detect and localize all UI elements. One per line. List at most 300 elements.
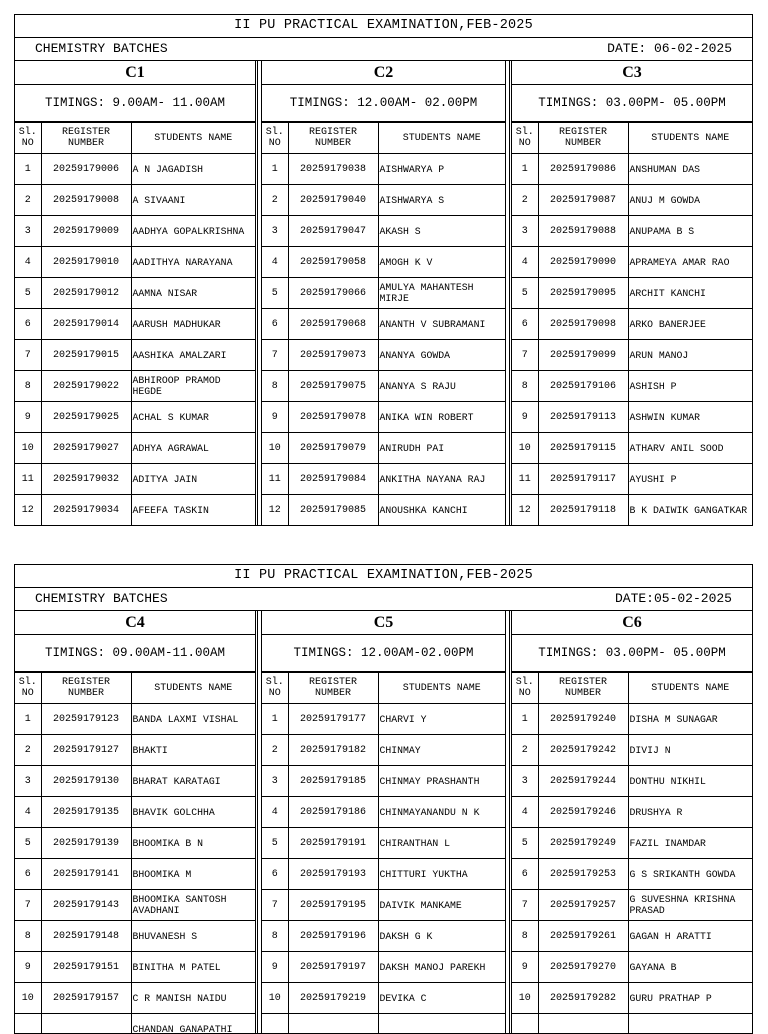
student-name: A SIVAANI: [131, 185, 255, 216]
batch-timings: TIMINGS: 12.00AM- 02.00PM: [262, 85, 505, 122]
date-label: DATE:05-02-2025: [615, 588, 732, 610]
table-row: [15, 278, 255, 309]
register-number: 20259179177: [288, 704, 378, 735]
student-name: CHINMAY PRASHANTH: [378, 766, 505, 797]
table-row: [512, 216, 752, 247]
register-number: 20259179282: [538, 983, 628, 1014]
students-name-header: STUDENTS NAME: [628, 123, 752, 154]
table-row: [512, 983, 752, 1014]
table-row: [15, 247, 255, 278]
register-number: 20259179015: [41, 340, 131, 371]
serial-number: 4: [15, 247, 41, 278]
student-name: AMULYA MAHANTESH MIRJE: [378, 278, 505, 309]
batch-timings: TIMINGS: 03.00PM- 05.00PM: [512, 635, 752, 672]
table-row: [15, 890, 255, 921]
student-name: DAIVIK MANKAME: [378, 890, 505, 921]
table-row: [15, 735, 255, 766]
table-row: [15, 309, 255, 340]
student-name: ANANYA GOWDA: [378, 340, 505, 371]
register-number: 20259179117: [538, 464, 628, 495]
student-name: ARKO BANERJEE: [628, 309, 752, 340]
table-row: [262, 216, 505, 247]
subject-label: CHEMISTRY BATCHES: [35, 38, 168, 60]
student-name: ARUN MANOJ: [628, 340, 752, 371]
student-name: ANIRUDH PAI: [378, 433, 505, 464]
batch-column-c6: [511, 611, 752, 1034]
table-row: [512, 340, 752, 371]
serial-number: 8: [15, 371, 41, 402]
table-row: [15, 433, 255, 464]
serial-number: 2: [15, 185, 41, 216]
register-number: 20259179073: [288, 340, 378, 371]
table-row: [512, 495, 752, 526]
batch-column-c4: [15, 611, 256, 1034]
serial-number: 11: [512, 464, 538, 495]
serial-number: 5: [512, 278, 538, 309]
sl-header: Sl. NO: [512, 123, 538, 154]
serial-number: 4: [15, 797, 41, 828]
serial-number: 7: [262, 890, 288, 921]
sheet-subheader: [15, 38, 752, 61]
batch-name: C2: [262, 61, 505, 85]
student-name: ANANYA S RAJU: [378, 371, 505, 402]
student-name: AADHYA GOPALKRISHNA: [131, 216, 255, 247]
subject-label: CHEMISTRY BATCHES: [35, 588, 168, 610]
batch-columns: [15, 61, 752, 525]
serial-number: 7: [15, 890, 41, 921]
register-number: 20259179157: [41, 983, 131, 1014]
register-number-header: REGISTER NUMBER: [538, 123, 628, 154]
student-name: GAYANA B: [628, 952, 752, 983]
serial-number: 8: [262, 371, 288, 402]
serial-number: 10: [262, 433, 288, 464]
sheet-title: II PU PRACTICAL EXAMINATION,FEB-2025: [15, 15, 752, 38]
student-name: CHINMAYANANDU N K: [378, 797, 505, 828]
register-number-header: REGISTER NUMBER: [288, 123, 378, 154]
serial-number: 1: [262, 154, 288, 185]
register-number: 20259179240: [538, 704, 628, 735]
table-row: [15, 797, 255, 828]
exam-sheet-2: [14, 564, 753, 1034]
serial-number: 8: [15, 921, 41, 952]
batch-timings: TIMINGS: 03.00PM- 05.00PM: [512, 85, 752, 122]
register-number: 20259179010: [41, 247, 131, 278]
serial-number: 6: [262, 859, 288, 890]
serial-number: 12: [262, 495, 288, 526]
register-number: 20259179079: [288, 433, 378, 464]
register-number: 20259179186: [288, 797, 378, 828]
table-row: [512, 464, 752, 495]
register-number: 20259179182: [288, 735, 378, 766]
table-row: [15, 859, 255, 890]
table-row: [262, 797, 505, 828]
student-name: DIVIJ N: [628, 735, 752, 766]
serial-number: 6: [512, 859, 538, 890]
student-name: CHANDAN GANAPATHI: [131, 1014, 255, 1034]
register-number: 20259179242: [538, 735, 628, 766]
serial-number: 1: [512, 154, 538, 185]
serial-number: 8: [512, 921, 538, 952]
serial-number: 8: [262, 921, 288, 952]
register-number: 20259179086: [538, 154, 628, 185]
batch-columns: [15, 611, 752, 1034]
register-number: 20259179022: [41, 371, 131, 402]
students-name-header: STUDENTS NAME: [628, 673, 752, 704]
serial-number: 9: [262, 402, 288, 433]
serial-number: 9: [262, 952, 288, 983]
register-number: 20259179151: [41, 952, 131, 983]
serial-number: 10: [262, 983, 288, 1014]
register-number: 20259179185: [288, 766, 378, 797]
serial-number: 3: [512, 766, 538, 797]
serial-number: 4: [512, 797, 538, 828]
serial-number: 2: [262, 185, 288, 216]
student-name: ATHARV ANIL SOOD: [628, 433, 752, 464]
table-row: [15, 185, 255, 216]
student-name: BHOOMIKA M: [131, 859, 255, 890]
serial-number: 12: [512, 495, 538, 526]
student-name: DRUSHYA R: [628, 797, 752, 828]
register-number: 20259179066: [288, 278, 378, 309]
student-name: CHINMAY: [378, 735, 505, 766]
register-number: 20259179088: [538, 216, 628, 247]
serial-number: 7: [512, 340, 538, 371]
serial-number: 6: [512, 309, 538, 340]
student-name: B K DAIWIK GANGATKAR: [628, 495, 752, 526]
table-row: [512, 797, 752, 828]
batch-block: [511, 61, 752, 525]
batch-timings: TIMINGS: 9.00AM- 11.00AM: [15, 85, 255, 122]
register-number: 20259179008: [41, 185, 131, 216]
sl-header: Sl. NO: [15, 673, 41, 704]
serial-number: 3: [262, 216, 288, 247]
register-number: 20259179038: [288, 154, 378, 185]
student-name: BHOOMIKA SANTOSH AVADHANI: [131, 890, 255, 921]
table-row: [262, 921, 505, 952]
student-name: CHITTURI YUKTHA: [378, 859, 505, 890]
register-number: 20259179095: [538, 278, 628, 309]
table-row: [512, 433, 752, 464]
register-number: 20259179219: [288, 983, 378, 1014]
table-row: [512, 890, 752, 921]
table-row: [512, 735, 752, 766]
student-name: AISHWARYA P: [378, 154, 505, 185]
student-name: DISHA M SUNAGAR: [628, 704, 752, 735]
students-table: [15, 672, 255, 1034]
batch-block: [15, 611, 256, 1034]
table-row: [512, 859, 752, 890]
batch-column-c2: [257, 61, 510, 525]
table-row: [262, 278, 505, 309]
table-header-row: [262, 673, 505, 704]
student-name: ASHWIN KUMAR: [628, 402, 752, 433]
batch-block: [261, 611, 506, 1034]
table-row: [15, 371, 255, 402]
register-number: 20259179139: [41, 828, 131, 859]
serial-number: 5: [262, 828, 288, 859]
register-number: 20259179141: [41, 859, 131, 890]
student-name: AFEEFA TASKIN: [131, 495, 255, 526]
table-row: [15, 495, 255, 526]
student-name: AAMNA NISAR: [131, 278, 255, 309]
register-number-header: REGISTER NUMBER: [41, 673, 131, 704]
serial-number: 2: [15, 735, 41, 766]
student-name: AYUSHI P: [628, 464, 752, 495]
students-table: [512, 122, 752, 525]
student-name: AASHIKA AMALZARI: [131, 340, 255, 371]
table-row: [262, 371, 505, 402]
serial-number: 1: [15, 704, 41, 735]
table-row: [262, 735, 505, 766]
student-name: BHOOMIKA B N: [131, 828, 255, 859]
student-name: G S SRIKANTH GOWDA: [628, 859, 752, 890]
register-number: 20259179253: [538, 859, 628, 890]
student-name: ANUJ M GOWDA: [628, 185, 752, 216]
table-row: [262, 766, 505, 797]
student-name: ANANTH V SUBRAMANI: [378, 309, 505, 340]
register-number: 20259179034: [41, 495, 131, 526]
batch-name: C1: [15, 61, 255, 85]
register-number: 20259179006: [41, 154, 131, 185]
student-name: ANSHUMAN DAS: [628, 154, 752, 185]
register-number: 20259179261: [538, 921, 628, 952]
table-row: [15, 154, 255, 185]
serial-number: 10: [15, 433, 41, 464]
table-row: [512, 921, 752, 952]
serial-number: 9: [512, 952, 538, 983]
register-number: 20259179068: [288, 309, 378, 340]
serial-number: 7: [512, 890, 538, 921]
student-name: ASHISH P: [628, 371, 752, 402]
table-header-row: [512, 673, 752, 704]
student-name: ANIKA WIN ROBERT: [378, 402, 505, 433]
serial-number: 6: [262, 309, 288, 340]
students-table: [512, 672, 752, 1034]
register-number: 20259179032: [41, 464, 131, 495]
register-number: 20259179148: [41, 921, 131, 952]
table-row: [262, 704, 505, 735]
table-header-row: [512, 123, 752, 154]
student-name: AADITHYA NARAYANA: [131, 247, 255, 278]
student-name: DONTHU NIKHIL: [628, 766, 752, 797]
register-number: 20259179197: [288, 952, 378, 983]
student-name: DEVIKA C: [378, 983, 505, 1014]
batch-name: C6: [512, 611, 752, 635]
batch-column-c5: [257, 611, 510, 1034]
register-number: 20259179087: [538, 185, 628, 216]
sheet-title: II PU PRACTICAL EXAMINATION,FEB-2025: [15, 565, 752, 588]
serial-number: 12: [15, 495, 41, 526]
sl-header: Sl. NO: [512, 673, 538, 704]
student-name: A N JAGADISH: [131, 154, 255, 185]
table-row: [15, 704, 255, 735]
students-table: [262, 672, 505, 1034]
batch-name: C3: [512, 61, 752, 85]
students-name-header: STUDENTS NAME: [378, 123, 505, 154]
register-number: 20259179135: [41, 797, 131, 828]
register-number: 20259179118: [538, 495, 628, 526]
serial-number: 4: [512, 247, 538, 278]
batch-name: C5: [262, 611, 505, 635]
table-row: [512, 766, 752, 797]
register-number: 20259179025: [41, 402, 131, 433]
register-number: 20259179078: [288, 402, 378, 433]
register-number: 20259179113: [538, 402, 628, 433]
serial-number: 1: [512, 704, 538, 735]
student-name: DAKSH G K: [378, 921, 505, 952]
student-name: AKASH S: [378, 216, 505, 247]
table-row: [262, 859, 505, 890]
batch-name: C4: [15, 611, 255, 635]
table-row: [15, 216, 255, 247]
register-number: 20259179106: [538, 371, 628, 402]
serial-number: 2: [512, 185, 538, 216]
register-number: 20259179027: [41, 433, 131, 464]
register-number: 20259179143: [41, 890, 131, 921]
register-number: 20259179123: [41, 704, 131, 735]
serial-number: 9: [15, 402, 41, 433]
exam-sheet-1: [14, 14, 753, 526]
students-name-header: STUDENTS NAME: [378, 673, 505, 704]
register-number: 20259179246: [538, 797, 628, 828]
sl-header: Sl. NO: [262, 673, 288, 704]
serial-number: 6: [15, 309, 41, 340]
register-number-header: REGISTER NUMBER: [538, 673, 628, 704]
table-header-row: [262, 123, 505, 154]
serial-number: 6: [15, 859, 41, 890]
table-row: [15, 340, 255, 371]
register-number: 20259179249: [538, 828, 628, 859]
table-row: [262, 828, 505, 859]
student-name: ABHIROOP PRAMOD HEGDE: [131, 371, 255, 402]
student-name: ANOUSHKA KANCHI: [378, 495, 505, 526]
table-row: [262, 185, 505, 216]
table-row: [512, 828, 752, 859]
serial-number: 2: [262, 735, 288, 766]
student-name: ACHAL S KUMAR: [131, 402, 255, 433]
serial-number: 1: [262, 704, 288, 735]
student-name: FAZIL INAMDAR: [628, 828, 752, 859]
student-name: C R MANISH NAIDU: [131, 983, 255, 1014]
table-row: [262, 154, 505, 185]
register-number: 20259179191: [288, 828, 378, 859]
batch-timings: TIMINGS: 12.00AM-02.00PM: [262, 635, 505, 672]
student-name: ANUPAMA B S: [628, 216, 752, 247]
student-name: CHIRANTHAN L: [378, 828, 505, 859]
register-number: 20259179090: [538, 247, 628, 278]
students-name-header: STUDENTS NAME: [131, 123, 255, 154]
table-row: [512, 952, 752, 983]
batch-column-c3: [511, 61, 752, 525]
batch-block: [511, 611, 752, 1034]
serial-number: 3: [15, 216, 41, 247]
register-number: 20259179193: [288, 859, 378, 890]
sl-header: Sl. NO: [15, 123, 41, 154]
register-number: 20259179195: [288, 890, 378, 921]
table-row: [262, 464, 505, 495]
serial-number: 2: [512, 735, 538, 766]
table-row: [262, 433, 505, 464]
serial-number: 5: [15, 278, 41, 309]
date-label: DATE: 06-02-2025: [607, 38, 732, 60]
student-name: AMOGH K V: [378, 247, 505, 278]
serial-number: 7: [15, 340, 41, 371]
serial-number: 5: [15, 828, 41, 859]
register-number: 20259179196: [288, 921, 378, 952]
table-header-row: [15, 123, 255, 154]
student-name: ADITYA JAIN: [131, 464, 255, 495]
register-number: 20259179084: [288, 464, 378, 495]
student-name: BHARAT KARATAGI: [131, 766, 255, 797]
serial-number: 3: [262, 766, 288, 797]
student-name: DAKSH MANOJ PAREKH: [378, 952, 505, 983]
student-name: GURU PRATHAP P: [628, 983, 752, 1014]
register-number-header: REGISTER NUMBER: [41, 123, 131, 154]
students-name-header: STUDENTS NAME: [131, 673, 255, 704]
student-name: AISHWARYA S: [378, 185, 505, 216]
table-row: [512, 154, 752, 185]
serial-number: 3: [512, 216, 538, 247]
serial-number: 8: [512, 371, 538, 402]
register-number: 20259179244: [538, 766, 628, 797]
serial-number: 1: [15, 154, 41, 185]
register-number: 20259179014: [41, 309, 131, 340]
table-row: [15, 464, 255, 495]
serial-number: 10: [15, 983, 41, 1014]
table-row: [512, 704, 752, 735]
serial-number: 11: [262, 464, 288, 495]
register-number: 20259179257: [538, 890, 628, 921]
table-row: [512, 278, 752, 309]
student-name: CHARVI Y: [378, 704, 505, 735]
student-name: GAGAN H ARATTI: [628, 921, 752, 952]
register-number-header: REGISTER NUMBER: [288, 673, 378, 704]
serial-number: 4: [262, 247, 288, 278]
register-number: 20259179009: [41, 216, 131, 247]
register-number: 20259179130: [41, 766, 131, 797]
serial-number: 10: [512, 983, 538, 1014]
table-row: [15, 952, 255, 983]
register-number: 20259179047: [288, 216, 378, 247]
student-name: BHAVIK GOLCHHA: [131, 797, 255, 828]
batch-timings: TIMINGS: 09.00AM-11.00AM: [15, 635, 255, 672]
register-number: 20259179012: [41, 278, 131, 309]
table-row: [512, 247, 752, 278]
student-name: BHAKTI: [131, 735, 255, 766]
table-row: [15, 766, 255, 797]
register-number: 20259179058: [288, 247, 378, 278]
table-row: [262, 247, 505, 278]
student-name: BANDA LAXMI VISHAL: [131, 704, 255, 735]
register-number: 20259179040: [288, 185, 378, 216]
serial-number: 9: [15, 952, 41, 983]
table-row: [262, 495, 505, 526]
student-name: G SUVESHNA KRISHNA PRASAD: [628, 890, 752, 921]
table-row: [512, 185, 752, 216]
table-row: [15, 921, 255, 952]
sl-header: Sl. NO: [262, 123, 288, 154]
table-row: [262, 309, 505, 340]
serial-number: 4: [262, 797, 288, 828]
serial-number: 11: [15, 464, 41, 495]
register-number: 20259179098: [538, 309, 628, 340]
serial-number: 9: [512, 402, 538, 433]
register-number: 20259179099: [538, 340, 628, 371]
table-row: [512, 309, 752, 340]
batch-block: [15, 61, 256, 525]
serial-number: 5: [262, 278, 288, 309]
batch-block: [261, 61, 506, 525]
